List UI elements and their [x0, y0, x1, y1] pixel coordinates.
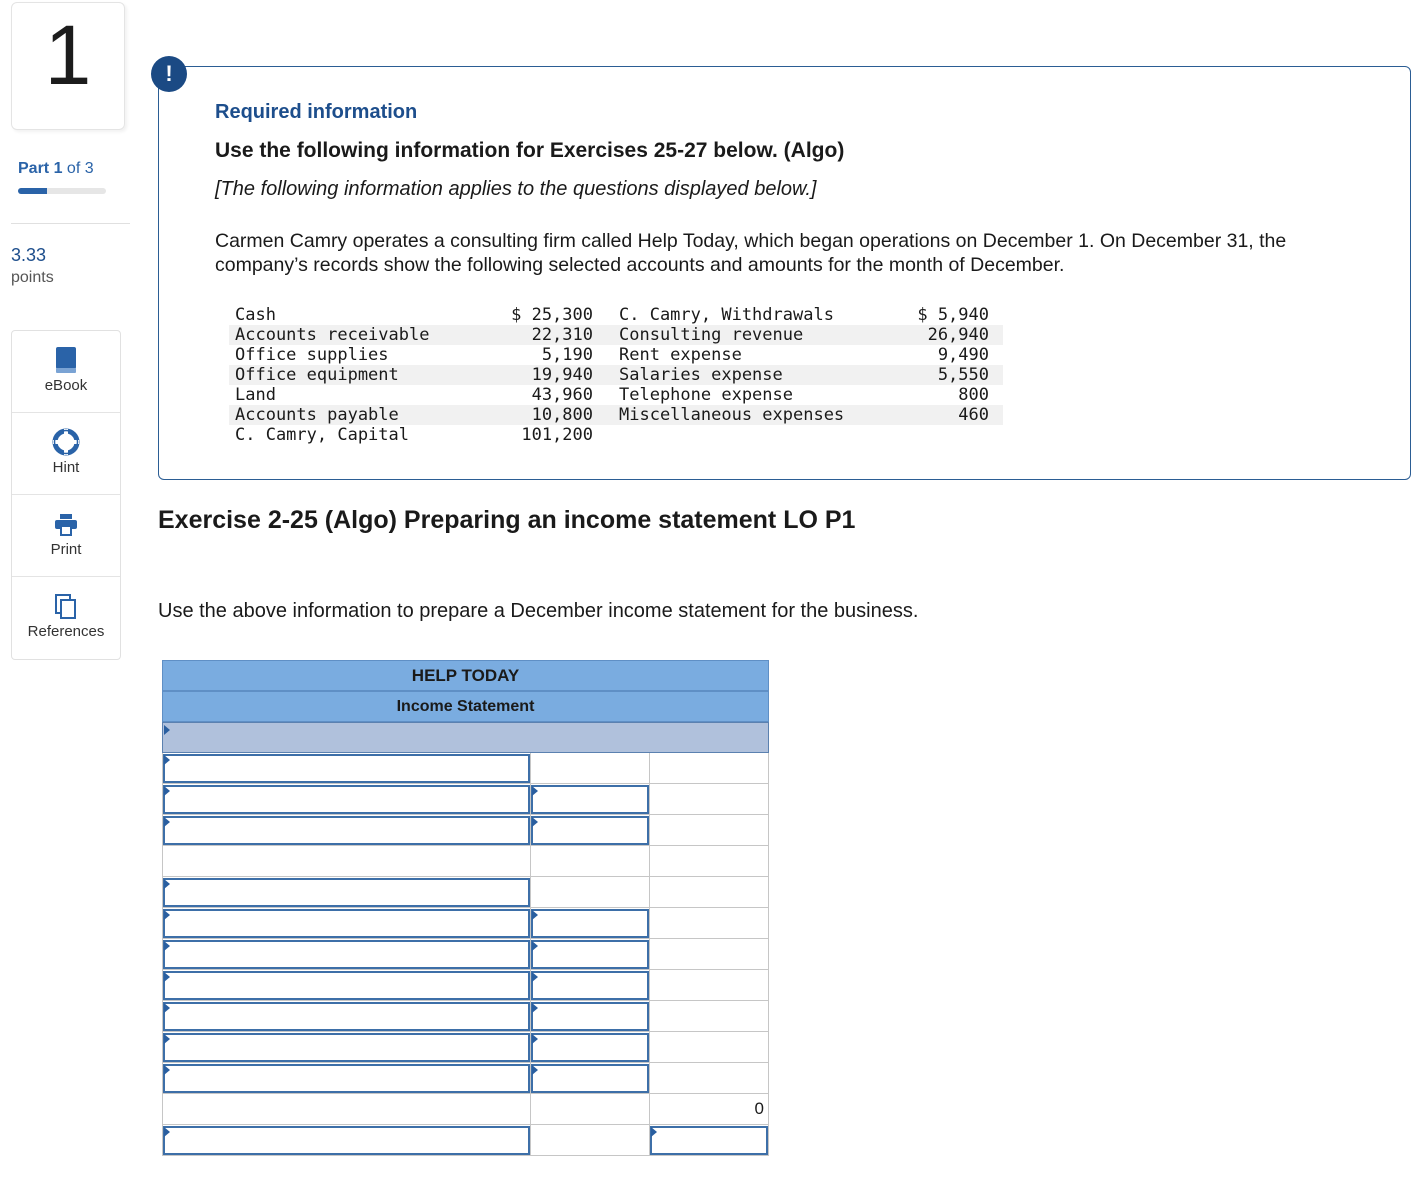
account-amount: 9,490: [937, 345, 989, 365]
account-amount: 101,200: [521, 425, 593, 445]
ebook-button[interactable]: [12, 331, 120, 413]
account-name: Accounts receivable: [229, 325, 465, 345]
account-name: Accounts payable: [229, 405, 465, 425]
book-icon: [54, 346, 78, 374]
amount-field[interactable]: [531, 940, 649, 969]
print-label: Print: [50, 541, 82, 558]
account-name: C. Camry, Withdrawals: [619, 305, 834, 325]
dropdown-marker-icon: [532, 910, 538, 920]
dropdown-marker-icon: [164, 817, 170, 827]
dropdown-marker-icon: [532, 1034, 538, 1044]
part-progress-bar: [18, 188, 106, 194]
account-amount: 19,940: [465, 365, 593, 385]
account-name: Miscellaneous expenses: [593, 405, 893, 425]
account-title-field[interactable]: [163, 1033, 530, 1062]
account-amount: $ 25,300: [511, 305, 593, 325]
dropdown-marker-icon: [164, 941, 170, 951]
dropdown-marker-icon: [164, 972, 170, 982]
dropdown-marker-icon: [164, 1065, 170, 1075]
references-label: References: [27, 623, 105, 640]
account-title-input[interactable]: [163, 784, 531, 814]
account-title-field[interactable]: [163, 1002, 530, 1031]
empty-cell: [531, 846, 650, 876]
hint-button[interactable]: [12, 413, 120, 495]
references-button[interactable]: [12, 577, 120, 659]
empty-cell: [650, 1032, 768, 1062]
empty-cell: [163, 1094, 531, 1124]
account-amount: [893, 425, 1003, 445]
amount-field[interactable]: [531, 785, 649, 814]
accounts-table: [229, 305, 1003, 445]
hint-label: Hint: [52, 459, 80, 476]
account-title-field[interactable]: [163, 754, 530, 783]
account-amount: 43,960: [531, 385, 593, 405]
dropdown-marker-icon: [532, 1065, 538, 1075]
dropdown-marker-icon: [651, 1127, 657, 1137]
statement-row: [162, 970, 769, 1001]
amount-input[interactable]: [531, 1032, 650, 1062]
intro-paragraph: Carmen Camry operates a consulting firm called Help Today, which began operations on December 1. On December 31, the company’s records show the following selected accounts and amounts for the month of December.: [215, 230, 1287, 276]
statement-row: [162, 1032, 769, 1063]
account-amount: 800: [958, 385, 989, 405]
tool-panel: [11, 330, 121, 660]
part-label: [18, 160, 94, 178]
empty-cell: [650, 939, 768, 969]
account-title-input[interactable]: [163, 1063, 531, 1093]
empty-cell: [531, 877, 650, 907]
amount-field[interactable]: [531, 1064, 649, 1093]
ebook-label: eBook: [44, 377, 88, 394]
amount-field[interactable]: [531, 909, 649, 938]
account-amount: 10,800: [465, 405, 593, 425]
account-amount: 22,310: [465, 325, 593, 345]
net-income-value: 0: [754, 1099, 764, 1118]
empty-cell: [650, 753, 768, 783]
points-label: points: [11, 269, 54, 286]
applies-note: [The following information applies to the questions displayed below.]: [215, 178, 817, 200]
amount-field[interactable]: [531, 1002, 649, 1031]
account-title-field[interactable]: [163, 1064, 530, 1093]
dropdown-marker-icon: [532, 786, 538, 796]
statement-row: [162, 1125, 769, 1156]
alert-icon: !: [151, 56, 187, 92]
amount-input[interactable]: [531, 1001, 650, 1031]
empty-cell: [650, 846, 768, 876]
income-statement-form: [162, 660, 769, 1156]
account-name: Land: [235, 385, 276, 405]
dropdown-marker-icon: [532, 941, 538, 951]
dropdown-marker-icon: [532, 817, 538, 827]
account-title-input[interactable]: [163, 939, 531, 969]
dropdown-marker-icon: [164, 910, 170, 920]
empty-cell: [650, 1001, 768, 1031]
amount-input[interactable]: [531, 1063, 650, 1093]
account-name: Salaries expense: [593, 365, 893, 385]
dropdown-marker-icon: [532, 972, 538, 982]
account-name: Office equipment: [229, 365, 465, 385]
amount-input[interactable]: [531, 939, 650, 969]
account-title-input[interactable]: [163, 1032, 531, 1062]
amount-input[interactable]: [531, 784, 650, 814]
account-title-input[interactable]: [163, 908, 531, 938]
account-title-input[interactable]: [163, 877, 531, 907]
account-amount: 5,550: [893, 365, 1003, 385]
print-button[interactable]: [12, 495, 120, 577]
statement-row: [162, 908, 769, 939]
account-row: [229, 345, 1003, 365]
part-label-current: Part 1: [18, 160, 63, 177]
dropdown-marker-icon: [532, 1003, 538, 1013]
part-progress-fill: [18, 188, 47, 194]
account-title-input[interactable]: [163, 1125, 531, 1155]
account-amount: 460: [893, 405, 1003, 425]
statement-row: [162, 753, 769, 784]
question-number: 1: [44, 8, 92, 102]
statement-row: [162, 784, 769, 815]
empty-cell: [531, 753, 650, 783]
company-name-header: HELP TODAY: [162, 660, 769, 691]
statement-row: [162, 1001, 769, 1032]
account-title-field[interactable]: [163, 878, 530, 907]
lifebuoy-icon: [52, 428, 80, 456]
statement-row: [162, 1063, 769, 1094]
dropdown-marker-icon: [164, 1127, 170, 1137]
statement-row: [162, 939, 769, 970]
account-title-field[interactable]: [163, 940, 530, 969]
account-amount: $ 5,940: [917, 305, 989, 325]
amount-input[interactable]: [531, 815, 650, 845]
account-name: Cash: [235, 305, 276, 325]
empty-cell: [650, 970, 768, 1000]
amount-field[interactable]: [531, 971, 649, 1000]
part-label-total: of 3: [62, 160, 94, 177]
empty-cell: [650, 815, 768, 845]
use-info-title: Use the following information for Exercises 25-27 below. (Algo): [215, 139, 845, 162]
account-title-field[interactable]: [163, 816, 530, 845]
printer-icon: [53, 511, 79, 537]
account-amount: 26,940: [893, 325, 1003, 345]
dropdown-marker-icon: [164, 1003, 170, 1013]
sidebar-divider: [11, 223, 130, 224]
statement-row: [162, 877, 769, 908]
dropdown-marker-icon: [164, 725, 170, 735]
empty-cell: [163, 846, 531, 876]
account-title-field[interactable]: [163, 785, 530, 814]
account-title-field[interactable]: [163, 971, 530, 1000]
account-title-field[interactable]: [163, 1126, 530, 1155]
date-dropdown-row[interactable]: [162, 722, 769, 753]
account-row: [229, 405, 1003, 425]
statement-title-header: Income Statement: [162, 691, 769, 722]
account-row: [229, 325, 1003, 345]
account-title-input[interactable]: [163, 1001, 531, 1031]
account-name: Consulting revenue: [593, 325, 893, 345]
account-name: C. Camry, Capital: [235, 425, 409, 445]
empty-cell: [650, 1063, 768, 1093]
account-name: [593, 425, 893, 445]
empty-cell: [531, 1125, 650, 1155]
documents-icon: [53, 592, 79, 620]
amount-field[interactable]: [531, 816, 649, 845]
amount-field[interactable]: [650, 1126, 768, 1155]
amount-field[interactable]: [531, 1033, 649, 1062]
exercise-instruction: Use the above information to prepare a December income statement for the business.: [158, 600, 919, 622]
dropdown-marker-icon: [164, 1034, 170, 1044]
account-name: Office supplies: [235, 345, 389, 365]
required-info-title: Required information: [215, 101, 418, 123]
account-title-input[interactable]: [163, 753, 531, 783]
dropdown-marker-icon: [164, 755, 170, 765]
empty-cell: [531, 1094, 650, 1124]
question-number-box: [11, 2, 125, 130]
amount-input[interactable]: [531, 970, 650, 1000]
statement-row: [162, 846, 769, 877]
amount-input[interactable]: [531, 908, 650, 938]
account-amount: 5,190: [541, 345, 593, 365]
net-income-cell: [650, 1094, 768, 1124]
amount-input[interactable]: [650, 1125, 768, 1155]
account-name: Telephone expense: [619, 385, 793, 405]
account-title-input[interactable]: [163, 815, 531, 845]
account-row: [229, 305, 1003, 325]
account-title-field[interactable]: [163, 909, 530, 938]
statement-row: [162, 1094, 769, 1125]
account-name: Rent expense: [619, 345, 742, 365]
account-row: [229, 425, 1003, 445]
empty-cell: [650, 908, 768, 938]
dropdown-marker-icon: [164, 786, 170, 796]
points-value: 3.33: [11, 245, 47, 265]
account-row: [229, 365, 1003, 385]
statement-row: [162, 815, 769, 846]
dropdown-marker-icon: [164, 879, 170, 889]
account-row: [229, 385, 1003, 405]
empty-cell: [650, 877, 768, 907]
empty-cell: [650, 784, 768, 814]
exercise-title: Exercise 2-25 (Algo) Preparing an income statement LO P1: [158, 506, 856, 534]
account-title-input[interactable]: [163, 970, 531, 1000]
